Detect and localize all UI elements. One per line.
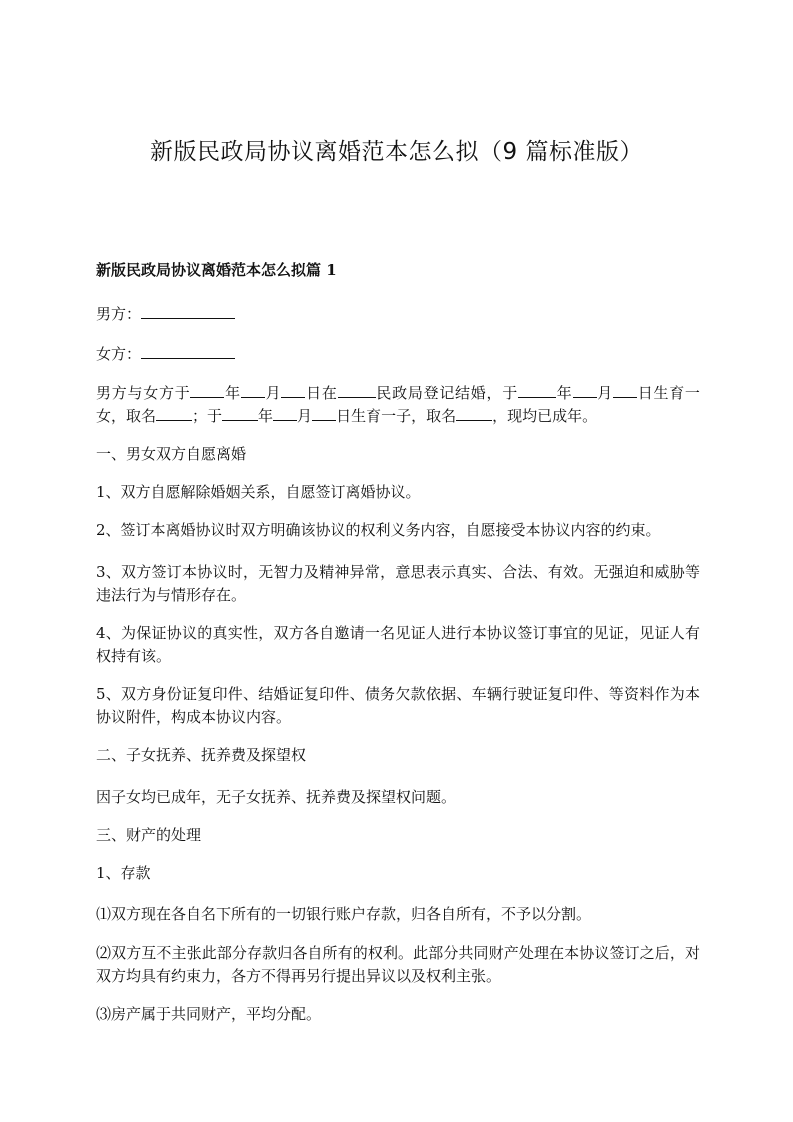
clause-paragraph: 3、双方签订本协议时，无智力及精神异常，意思表示真实、合法、有效。无强迫和威胁等违法行为与情形存在。 bbox=[96, 563, 700, 604]
male-party-line bbox=[96, 303, 700, 326]
clause-paragraph: ⑴双方现在各自名下所有的一切银行账户存款，归各自所有，不予以分割。 bbox=[96, 905, 592, 923]
marriage-text-2: 年 bbox=[224, 384, 241, 402]
female-name-blank bbox=[141, 344, 235, 359]
month-blank bbox=[273, 406, 297, 421]
clause-paragraph: 2、签订本离婚协议时双方明确该协议的权利义务内容，自愿接受本协议内容的约束。 bbox=[96, 521, 661, 539]
day-blank bbox=[613, 383, 637, 398]
female-party-label: 女方： bbox=[96, 345, 142, 363]
month-blank bbox=[573, 383, 597, 398]
male-name-blank bbox=[141, 304, 235, 319]
subheading-deposits: 1、存款 bbox=[96, 864, 151, 882]
marriage-text-5: 民政局登记结婚，于 bbox=[375, 384, 519, 402]
clause-paragraph: 4、为保证协议的真实性，双方各自邀请一名见证人进行本协议签订事宜的见证，见证人有权持有该。 bbox=[96, 624, 700, 665]
marriage-text-3: 月 bbox=[264, 384, 282, 402]
clause-paragraph: 5、双方身份证复印件、结婚证复印件、债务欠款依据、车辆行驶证复印件、等资料作为本协议附件，构成本协议内容。 bbox=[96, 685, 700, 726]
marriage-text-13: ，现均已成年。 bbox=[492, 407, 598, 425]
month-blank bbox=[241, 383, 265, 398]
year-blank bbox=[518, 383, 556, 398]
section-heading: 新版民政局协议离婚范本怎么拟篇 1 bbox=[96, 261, 337, 279]
daughter-name-blank bbox=[156, 406, 192, 421]
marriage-text-6: 年 bbox=[556, 384, 573, 402]
female-party-line bbox=[96, 343, 700, 366]
marriage-text-10: 年 bbox=[258, 407, 274, 425]
bureau-blank bbox=[338, 383, 376, 398]
heading-voluntary-divorce: 一、男女双方自愿离婚 bbox=[96, 445, 247, 463]
heading-property: 三、财产的处理 bbox=[96, 826, 202, 844]
document-title: 新版民政局协议离婚范本怎么拟（9 篇标准版） bbox=[150, 139, 643, 165]
marriage-text-7: 月 bbox=[596, 384, 613, 402]
marriage-paragraph bbox=[96, 382, 700, 428]
marriage-text-12: 日生育一子，取名 bbox=[336, 407, 457, 425]
marriage-text-11: 月 bbox=[297, 407, 313, 425]
clause-paragraph: ⑵双方互不主张此部分存款归各自所有的权利。此部分共同财产处理在本协议签订之后，对双方均具有约束力，各方不得再另行提出异议以及权利主张。 bbox=[96, 944, 700, 985]
male-party-label: 男方： bbox=[96, 305, 142, 323]
clause-paragraph: 因子女均已成年，无子女抚养、抚养费及探望权问题。 bbox=[96, 788, 457, 806]
clause-paragraph: 1、双方自愿解除婚姻关系，自愿签订离婚协议。 bbox=[96, 483, 421, 501]
clause-paragraph: ⑶房产属于共同财产，平均分配。 bbox=[96, 1005, 322, 1023]
marriage-text-8: 日生育一女，取名 bbox=[96, 384, 700, 425]
marriage-text-9: ；于 bbox=[192, 407, 223, 425]
year-blank bbox=[190, 383, 224, 398]
year-blank bbox=[222, 406, 258, 421]
heading-child-support: 二、子女抚养、抚养费及探望权 bbox=[96, 746, 307, 764]
marriage-text-1: 男方与女方于 bbox=[96, 384, 191, 402]
day-blank bbox=[281, 383, 305, 398]
day-blank bbox=[312, 406, 336, 421]
son-name-blank bbox=[456, 406, 492, 421]
marriage-text-4: 日在 bbox=[305, 384, 338, 402]
